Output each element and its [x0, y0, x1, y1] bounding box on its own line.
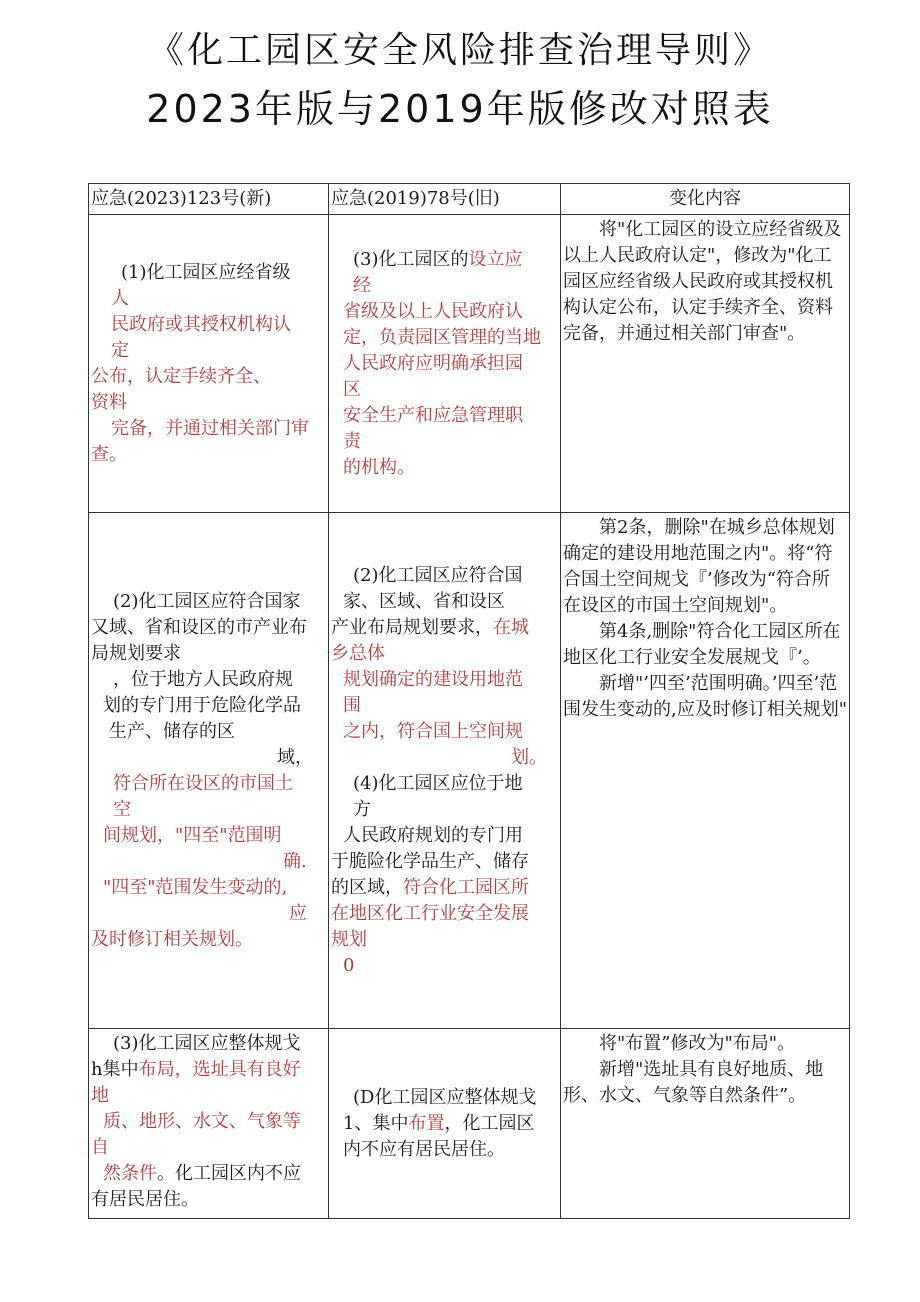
- text-line: ，位于地方人民政府规: [113, 668, 293, 690]
- header-old-version: 应急(2019)78号(旧): [329, 184, 561, 215]
- text-line: 应: [289, 902, 307, 924]
- text-line: 地: [91, 1085, 109, 1106]
- document-title-line1: 《化工园区安全风险排查治理导则》: [147, 30, 772, 71]
- text-line: "四至"范围发生变动的,: [103, 876, 288, 898]
- text-line: 划的专门用于危险化学品: [103, 694, 301, 716]
- text-line: (1)化工园区应经省级: [121, 261, 291, 283]
- document-title-line2: 2023年版与2019年版修改对照表: [146, 87, 774, 131]
- change-paragraph: 第4条,删除"符合化工园区所在地区化工行业安全发展规戈『’。: [563, 621, 841, 668]
- text-line: 定: [111, 339, 129, 361]
- text-line: 人民政府应明确承担园: [343, 352, 523, 374]
- text-line: 在地区化工行业安全发展: [331, 902, 529, 924]
- text-line: (4)化工园区应位于地: [353, 772, 523, 794]
- cell-old-1: [329, 215, 561, 513]
- text-line: 及时修订相关规划。: [91, 928, 253, 950]
- text-line: 人: [111, 287, 129, 309]
- cell-old-3: [329, 1029, 561, 1219]
- text-line: 定，负责园区管理的当地: [343, 326, 541, 348]
- text-line: (2)化工园区应符合国: [353, 564, 523, 586]
- text-line: 人民政府规划的专门用: [343, 824, 523, 846]
- table-row: [89, 513, 850, 1029]
- header-new-version: 应急(2023)123号(新): [89, 184, 329, 215]
- text-line: 于脆险化学品生产、储存: [331, 850, 529, 872]
- text-line: (2)化工园区应符合国家: [113, 590, 301, 612]
- text-line: 民政府或其授权机构认: [111, 313, 291, 335]
- text-line: (D化工园区应整体规戈: [353, 1086, 537, 1108]
- text-line: 域，: [277, 746, 313, 768]
- text-line: 产业布局规划要求，在城: [331, 616, 529, 638]
- cell-new-2: [89, 513, 329, 1029]
- text-line: 确.: [283, 850, 307, 872]
- text-line: 经: [353, 274, 371, 296]
- text-line: 之内，符合国上空间规: [343, 720, 523, 742]
- change-paragraph: 新增"’四至’范围明确。’四至’范围发生变动的,应及时修订相关规划": [563, 673, 847, 720]
- text-line: 公布，认定手续齐全、: [91, 365, 271, 387]
- text-line: 区: [343, 378, 361, 400]
- change-paragraph: 第2条，删除"在城乡总体规划确定的建设用地范围之内"。将“符合国土空间规戈『’修改为“符合所在设区的市国土空间规划"。: [563, 517, 835, 616]
- change-paragraph: 将"化工园区的设立应经省级及以上人民政府认定"，修改为"化工园区应经省级人民政府或其授权机构认定公布，认定手续齐全、资料完备，并通过相关部门审查"。: [563, 219, 842, 344]
- text-line: 规划: [331, 928, 367, 950]
- text-line: 符合所在设区的市国土: [113, 772, 293, 794]
- text-line: 方: [353, 798, 371, 820]
- text-line: 然条件。化工园区内不应: [103, 1163, 301, 1184]
- table-row: [89, 215, 850, 513]
- text-line: 自: [91, 1137, 109, 1158]
- text-line: 省级及以上人民政府认: [343, 300, 523, 322]
- text-line: (3)化工园区应整体规戈: [113, 1033, 301, 1054]
- cell-change-1: [561, 215, 850, 513]
- header-change-content: 变化内容: [561, 184, 850, 215]
- text-line: 划。: [511, 746, 547, 768]
- text-line: 局规划要求: [91, 642, 181, 664]
- text-line: 围: [343, 694, 361, 716]
- text-line: 家、区域、省和设区: [343, 590, 505, 612]
- cell-new-1: [89, 215, 329, 513]
- cell-new-3: [89, 1029, 329, 1219]
- table-header-row: [89, 184, 850, 215]
- text-line: 资料: [91, 391, 127, 413]
- text-line: 规划确定的建设用地范: [343, 668, 523, 690]
- text-line: (3)化工园区的设立应: [353, 248, 523, 270]
- text-line: 0: [343, 954, 355, 976]
- text-line: 的机构。: [343, 456, 415, 478]
- text-line: h集中布局，选址具有良好: [91, 1059, 301, 1080]
- text-line: 完备，并通过相关部门审: [111, 417, 309, 439]
- text-line: 生产、储存的区: [109, 720, 235, 742]
- text-line: 有居民居住。: [91, 1189, 199, 1210]
- text-line: 查。: [91, 443, 127, 465]
- text-line: 又域、省和设区的市产业布: [91, 616, 307, 638]
- text-line: 质、地形、水文、气象等: [103, 1111, 301, 1132]
- comparison-table: [88, 183, 850, 1219]
- change-paragraph: 将"布置”修改为"布局"。: [599, 1033, 796, 1054]
- cell-change-2: [561, 513, 850, 1029]
- text-line: 空: [113, 798, 131, 820]
- text-line: 安全生产和应急管理职: [343, 404, 523, 426]
- text-line: 的区域，符合化工园区所: [331, 876, 529, 898]
- text-line: 乡总体: [331, 642, 385, 664]
- table-row: [89, 1029, 850, 1219]
- cell-old-2: [329, 513, 561, 1029]
- text-line: 1、集中布置，化工园区: [343, 1112, 535, 1134]
- change-paragraph: 新增"选址具有良好地质、地形、水文、气象等自然条件”。: [563, 1059, 824, 1106]
- text-line: 内不应有居民居住。: [343, 1138, 505, 1160]
- text-line: 间规划，"四至"范围明: [103, 824, 282, 846]
- text-line: 责: [343, 430, 361, 452]
- cell-change-3: [561, 1029, 850, 1219]
